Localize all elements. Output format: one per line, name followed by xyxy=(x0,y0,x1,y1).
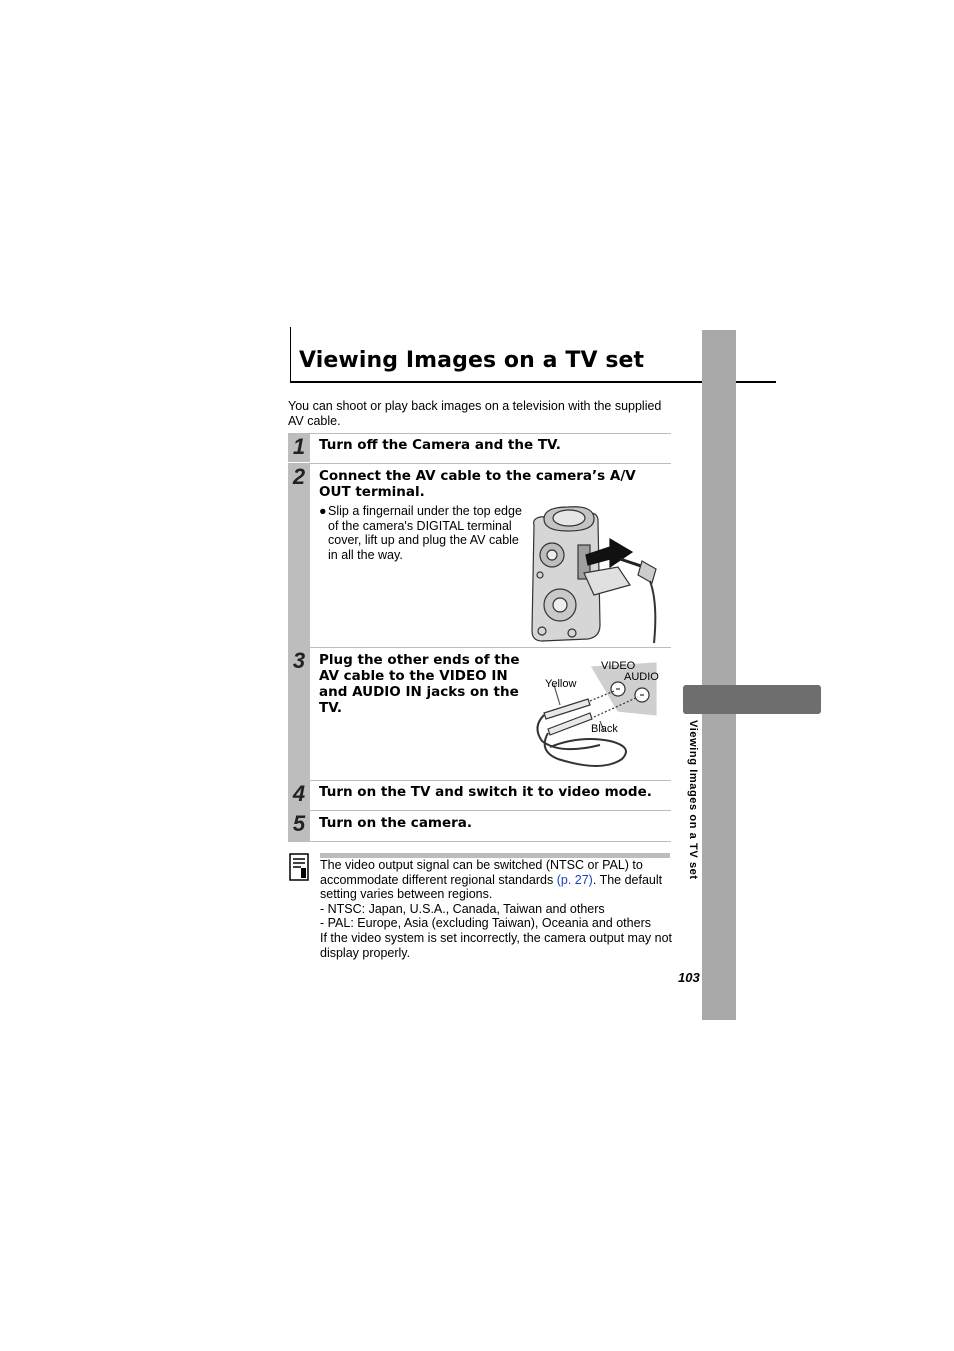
video-jack-label: VIDEO xyxy=(601,660,636,672)
page-reference-link[interactable]: (p. 27) xyxy=(556,872,593,887)
title-rule-vertical xyxy=(290,327,291,383)
step-divider xyxy=(288,841,671,842)
step-number-column xyxy=(288,434,310,462)
step-heading: Turn on the TV and switch it to video mode. xyxy=(319,784,652,800)
step-number-column xyxy=(288,781,310,810)
audio-jack-label: AUDIO xyxy=(624,671,659,683)
yellow-plug-label: Yellow xyxy=(545,678,577,690)
step-number: 2 xyxy=(292,464,306,489)
note-list-item: - NTSC: Japan, U.S.A., Canada, Taiwan and others xyxy=(320,901,605,916)
step-divider xyxy=(288,810,671,811)
step-heading: Connect the AV cable to the camera’s A/V OUT terminal. xyxy=(319,468,636,500)
page-title: Viewing Images on a TV set xyxy=(299,348,645,373)
page-number: 103 xyxy=(678,970,700,985)
bullet-icon: ● xyxy=(319,504,327,518)
step-heading: Plug the other ends of the AV cable to the VIDEO IN and AUDIO IN jacks on the TV. xyxy=(319,652,520,716)
note-list-item: - PAL: Europe, Asia (excluding Taiwan), Oceania and others xyxy=(320,916,651,931)
step-heading: Turn off the Camera and the TV. xyxy=(319,437,561,453)
step-number: 3 xyxy=(292,648,306,673)
step-heading: Turn on the camera. xyxy=(319,815,473,831)
chapter-side-strip xyxy=(702,330,736,1020)
step-number: 4 xyxy=(292,781,306,806)
step-number: 1 xyxy=(292,434,306,459)
intro-text: You can shoot or play back images on a television with the supplied AV cable. xyxy=(288,399,662,428)
note-text: The video output signal can be switched (NTSC or PAL) to accommodate different regional standards (p. 27). The default setting varies between regions. - NTSC: Japan, U.S.A., Canada, Taiwan and others - PAL: Europe, Asia (excluding Taiwan), Oceania and others If the video system is set incorrectly, the camera output may not display properly. xyxy=(320,858,675,960)
step-number-column xyxy=(288,811,310,841)
step-bullet: ● Slip a fingernail under the top edge of the camera's DIGITAL terminal cover, lift up and plug the AV cable in all the way. xyxy=(319,504,522,562)
camera-av-connection-illustration xyxy=(528,505,660,645)
step-number: 5 xyxy=(292,811,306,836)
note-icon xyxy=(289,853,309,881)
chapter-tab xyxy=(683,685,821,714)
step-number-column xyxy=(288,648,310,780)
black-plug-label: Black xyxy=(591,723,618,735)
step-divider xyxy=(288,433,671,434)
side-section-label: Viewing Images on a TV set xyxy=(687,720,699,880)
step-divider xyxy=(288,780,671,781)
step-number-column xyxy=(288,464,310,647)
step-divider xyxy=(288,463,671,464)
step-divider xyxy=(288,647,671,648)
note-closing: If the video system is set incorrectly, the camera output may not display properly. xyxy=(320,930,673,960)
